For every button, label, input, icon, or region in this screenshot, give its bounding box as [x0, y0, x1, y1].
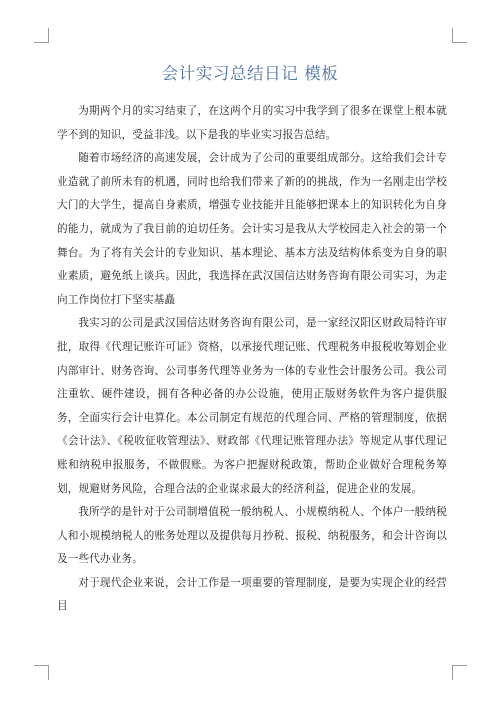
paragraph-1: 为期两个月的实习结束了，在这两个月的实习中我学到了很多在课堂上根本就学不到的知识，受益非浅。以下是我的毕业实习报告总结。	[57, 105, 447, 141]
crop-mark-top-left	[34, 28, 49, 43]
document-title: 会计实习总结日记 模板	[161, 64, 339, 83]
paragraph-3: 我实习的公司是武汉国信达财务咨询有限公司，是一家经汉阳区财政局特许审批，取得《代理记账许可证》资格，以承接代理记账、代理税务申报税收筹划企业内部审计、财务咨询、公司事务代理等业务为一体的专业性会计服务公司。我公司注重软、硬件建设，拥有各种必备的办公设施，使用正版财务软件为客户提供服务，全面实行会计电算化。本公司制定有规范的代理合同、严格的管理制度，依据《会计法》、《税收征收管理法》、财政部《代理记账管理办法》等规定从事代理记账和纳税申报服务，不做假账。为客户把握财税政策，帮助企业做好合理税务筹划，规避财务风险，合理合法的企业谋求最大的经济利益，促进企业的发展。	[57, 317, 447, 495]
crop-mark-bottom-right	[452, 665, 467, 680]
crop-mark-top-right	[452, 28, 467, 43]
document-body	[57, 100, 447, 619]
paragraph-2: 随着市场经济的高速发展，会计成为了公司的重要组成部分。这给我们会计专业造就了前所未有的机遇，同时也给我们带来了新的的挑战，作为一名刚走出学校大门的大学生，提高自身素质，增强专业技能并且能够把课本上的知识转化为自身的能力，就成为了我目前的迫切任务。会计实习是我从大学校园走入社会的第一个舞台。为了将有关会计的专业知识、基本理论、基本方法及结构体系变为自身的职业素质，避免纸上谈兵。因此，我选择在武汉国信达财务咨询有限公司实习，为走向工作岗位打下坚实基矗	[57, 152, 447, 306]
crop-mark-bottom-left	[34, 665, 49, 680]
paragraph-5: 对于现代企业来说，会计工作是一项重要的管理制度，是要为实现企业的经营目	[57, 576, 447, 613]
paragraph-4: 我所学的是针对于公司制增值税一般纳税人、小规模纳税人、个体户一般纳税人和小规模纳税人的账务处理以及提供每月抄税、报税、纳税服务，和会计咨询以及一些代办业务。	[57, 506, 447, 566]
